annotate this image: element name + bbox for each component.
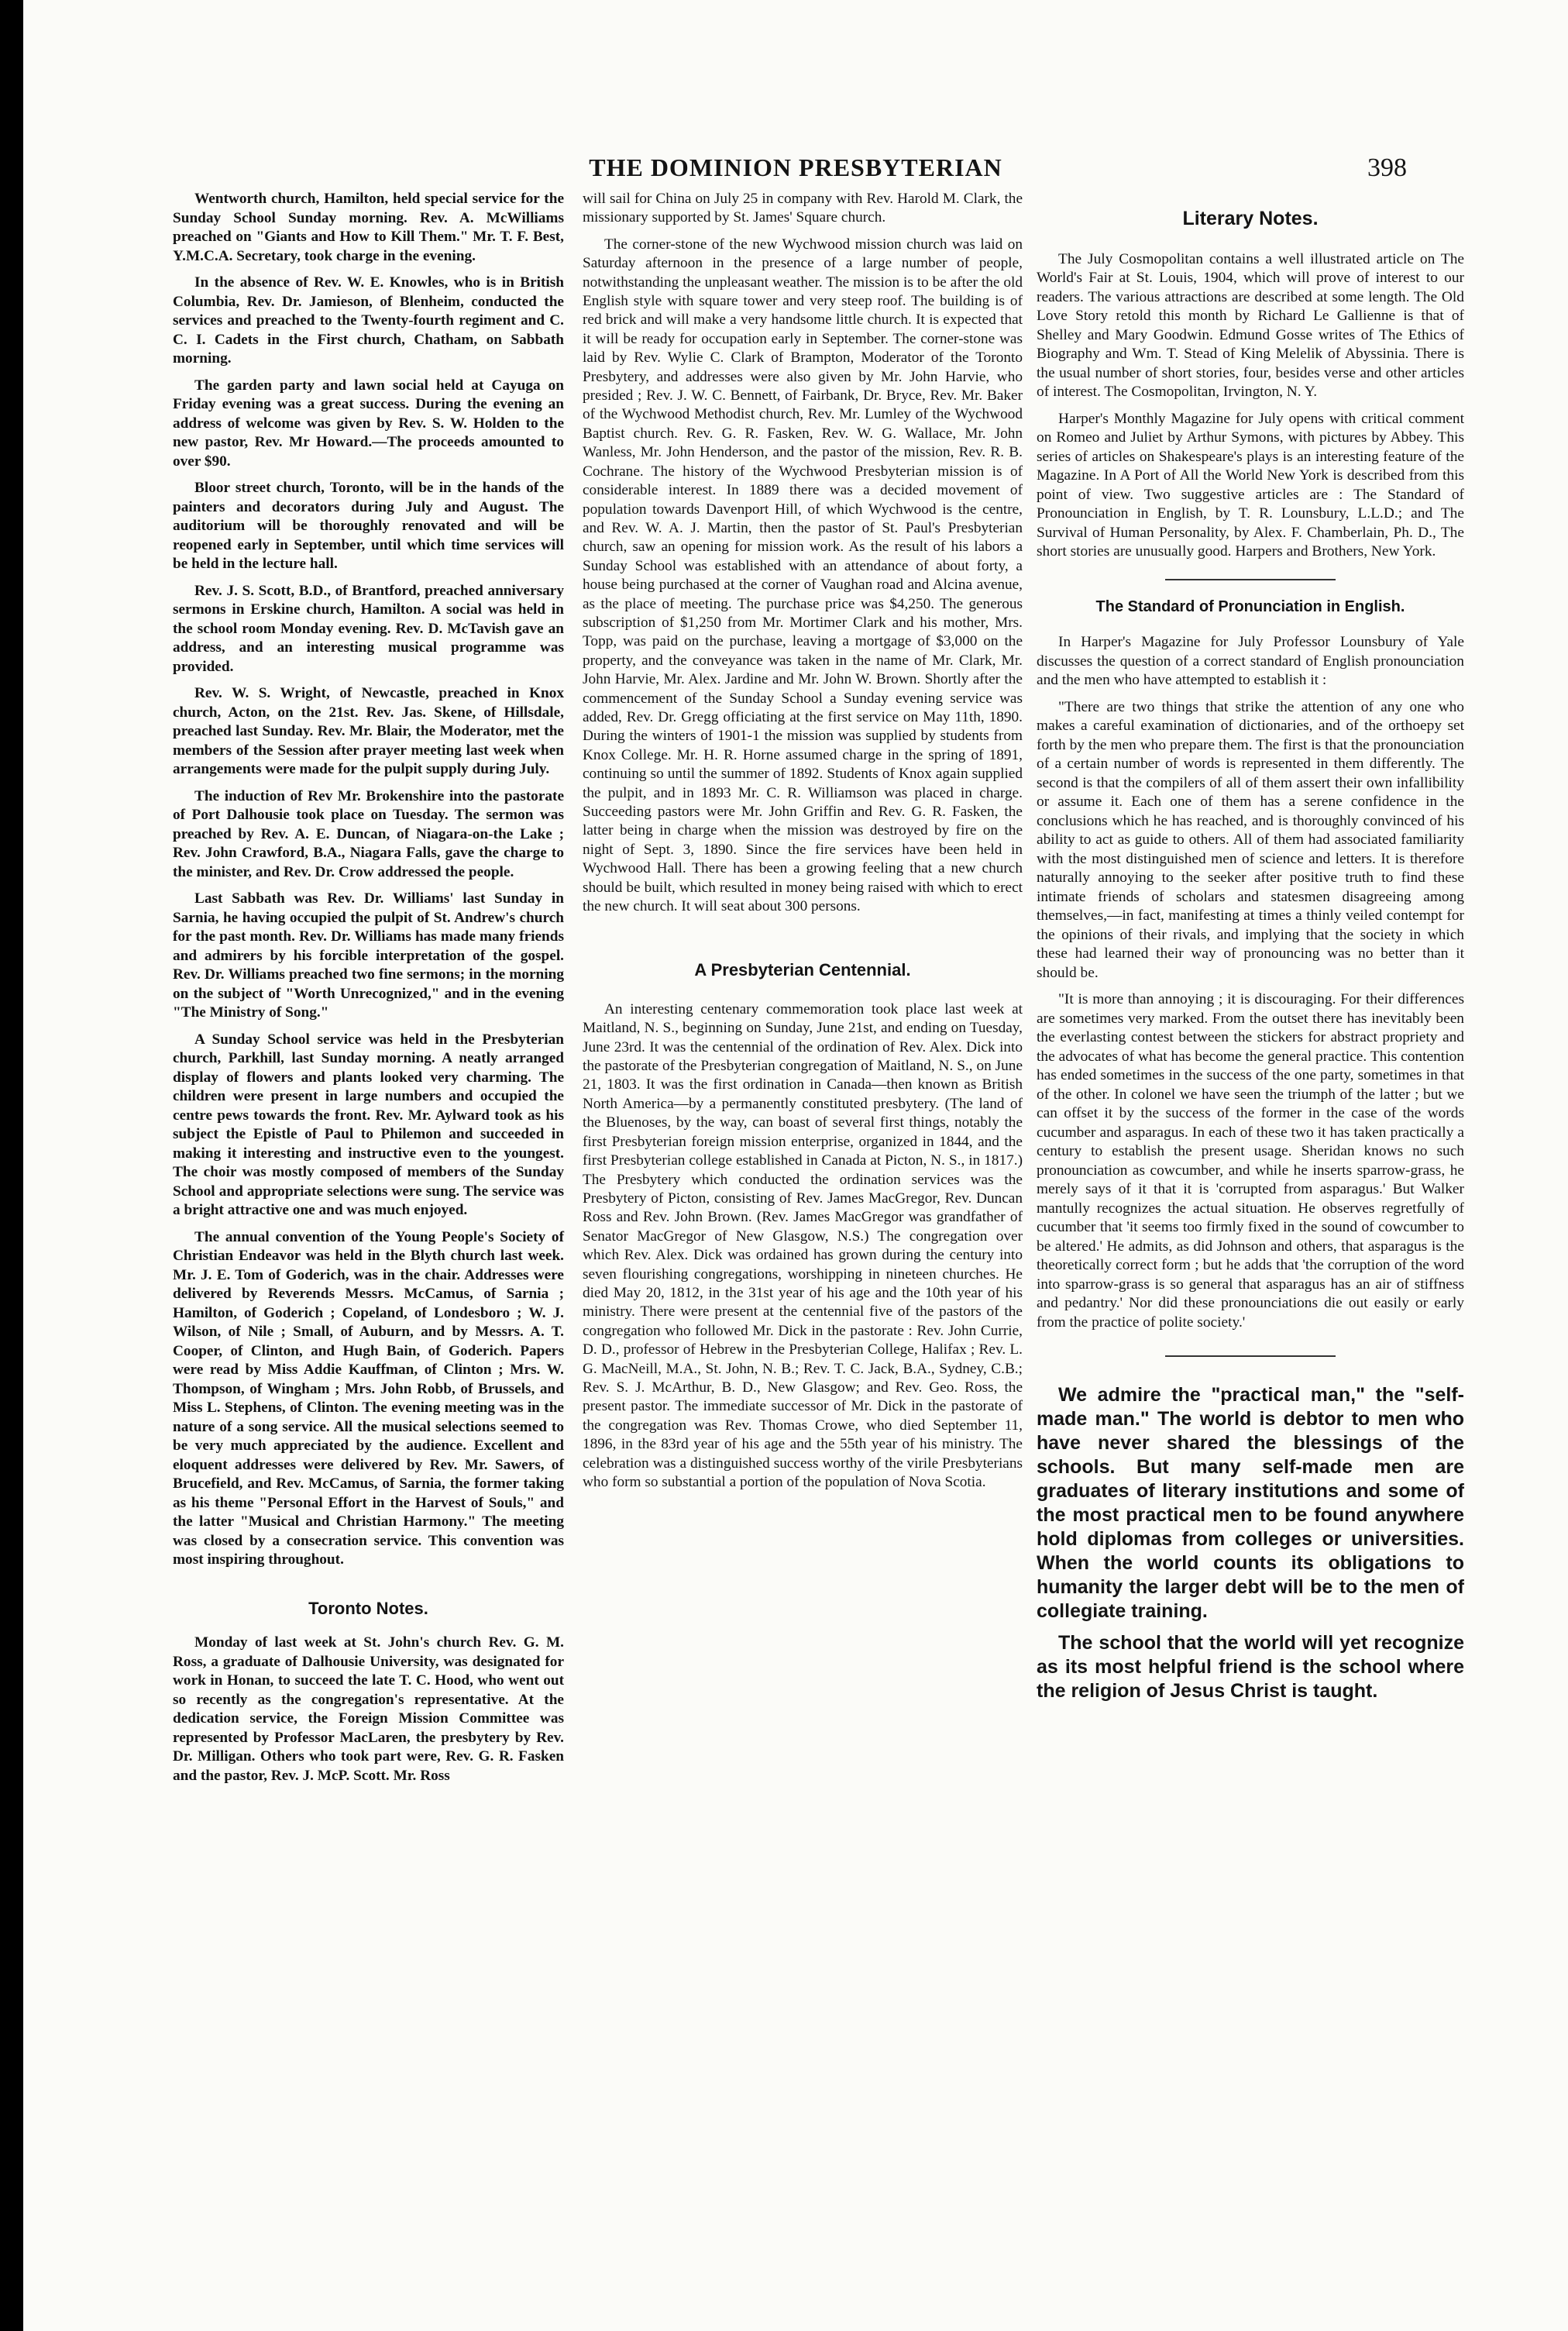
standard-pronunciation-heading: The Standard of Pronunciation in English.	[1095, 597, 1405, 615]
centennial-heading: A Presbyterian Centennial.	[694, 960, 911, 980]
article-paragraph: Last Sabbath was Rev. Dr. Williams' last Sunday in Sarnia, he having occupied the pulpit of St. Andrew's church for the past month. Rev. Dr. Williams has made many friends and admirers by his forcible interpretation of the gospel. Rev. Dr. Williams preached two fine sermons; in the morning on the subject of "Worth Unrecognized," and in the evening "The Ministry of Song."	[173, 890, 564, 1021]
literary-notes-heading: Literary Notes.	[1182, 208, 1319, 229]
column-3	[1037, 200, 1464, 1711]
article-paragraph: "It is more than annoying ; it is discouraging. For their differences are sometimes very marked. From the outset there has inevitably been the everlasting contest between the stickers for abstract propriety and the advocates of what has become the general practice. This contention has ended sometimes in the success of the one party, sometimes in that of the other. In colonel we have seen the triumph of the latter ; but we can offset it by the success of the former in the case of the words cucumber and asparagus. In each of these two it has taken practically a century to establish the present usage. Sheridan knows no such pronounciation as cowcumber, and while he inserts sparrow-grass, he merely says of it that it is 'corrupted from asparagus.' But Walker mantully recognizes the actual situation. He observes regretfully of cucumber that 'it seems too firmly fixed in the sound of cowcumber to be altered.' He admits, as did Johnson and others, that asparagus is the theoretically correct form ; but he adds that 'the corruption of the word into sparrow-grass is so general that asparagus has an air of stiffness and pedantry.' Nor did these pronounciations die out easily or early from the practice of polite society.'	[1037, 991, 1464, 1331]
article-paragraph: The corner-stone of the new Wychwood mission church was laid on Saturday afternoon in the presence of a large number of people, notwithstanding the unpleasant weather. The mission is to be after the old English style with square tower and very steep roof. The building is of red brick and will make a very handsome little church. It is expected that it will be ready for occupation early in September. The corner-stone was laid by Rev. Wylie C. Clark of Brampton, Moderator of the Toronto Presbytery, and addresses were also given by Mr. John Harvie, who presided ; Rev. J. W. C. Bennett, of Fairbank, Dr. Bryce, Rev. Mr. Baker of the Wychwood Methodist church, Rev. Mr. Lumley of the Wychwood Baptist church. Rev. G. R. Fasken, Rev. W. G. Wallace, Mr. John Wanless, Mr. John Henderson, and the pastor of the mission, Rev. R. B. Cochrane. The history of the Wychwood Presbyterian mission is of considerable interest. In 1889 there was a decided movement of population towards Davenport Hill, of which Wychwood is the centre, and Rev. W. A. J. Martin, then the pastor of St. Paul's Presbyterian church, saw an opening for mission work. As the result of his labors a Sunday School was established with an attendance of about forty, a house being purchased at the corner of Vaughan road and Alcina avenue, as the place of meeting. The purchase price was $4,250. The generous subscription of $1,250 from Mr. Mortimer Clark and his mother, Mrs. Topp, was paid on the purchase, leaving a mortgage of $3,000 on the property, and the conveyance was taken in the name of Mr. Clark, Mr. John Harvie, Mr. Alex. Jardine and Mr. John W. Brown. Shortly after the commencement of the Sunday School a Sunday evening service was added, Rev. Dr. Gregg officiating at the first service on May 11th, 1890. During the winters of 1901-1 the mission was supplied by students from Knox College. Mr. H. R. Horne assumed charge in the spring of 1891, continuing so until the summer of 1892. Students of Knox again supplied the pulpit, and in 1893 Mr. C. R. Williamson was placed in charge. Succeeding pastors were Mr. John Griffin and Rev. G. R. Fasken, the latter being in charge when the mission was destroyed by fire on the night of Sept. 3, 1890. Since the fire services have been held in Wychwood Hall. There has been a growing feeling that a new church should be built, which resulted in money being raised with which to erect the new church. It will seat about 300 persons.	[583, 236, 1023, 915]
article-paragraph: The garden party and lawn social held at Cayuga on Friday evening was a great success. During the evening an address of welcome was given by Rev. S. W. Holden to the new pastor, Rev. Mr Howard.—The proceeds amounted to over $90.	[173, 377, 564, 470]
article-paragraph: Bloor street church, Toronto, will be in the hands of the painters and decorators during July and August. The auditorium will be thoroughly renovated and will be reopened early in September, until which time services will be held in the lecture hall.	[173, 480, 564, 572]
article-paragraph: The induction of Rev Mr. Brokenshire into the pastorate of Port Dalhousie took place on Tuesday. The sermon was preached by Rev. A. E. Duncan, of Niagara-on-the Lake ; Rev. John Crawford, B.A., Niagara Falls, gave the charge to the minister, and Rev. Dr. Crow addressed the people.	[173, 787, 564, 880]
article-paragraph: Monday of last week at St. John's church Rev. G. M. Ross, a graduate of Dalhousie University, was designated for work in Honan, to succeed the late T. C. Hood, who went out so recently as the congregation's representative. At the dedication service, the Foreign Mission Committee was represented by Professor MacLaren, the presbytery by Rev. Dr. Milligan. Others who took part were, Rev. G. R. Fasken and the pastor, Rev. J. McP. Scott. Mr. Ross	[173, 1634, 564, 1784]
toronto-notes-heading: Toronto Notes.	[308, 1598, 428, 1618]
article-paragraph: Rev. W. S. Wright, of Newcastle, preached in Knox church, Acton, on the 21st. Rev. Jas. Skene, of Hillsdale, preached last Sunday. Rev. Mr. Blair, the Moderator, met the members of the Session after prayer meeting last week when arrangements were made for the pulpit supply during July.	[173, 685, 564, 777]
section-divider	[1165, 579, 1336, 580]
article-paragraph: Rev. J. S. Scott, B.D., of Brantford, preached anniversary sermons in Erskine church, Hamilton. A social was held in the school room Monday evening. Rev. D. McTavish gave an address, and an interesting musical programme was provided.	[173, 582, 564, 675]
article-paragraph: will sail for China on July 25 in company with Rev. Harold M. Clark, the missionary supported by St. James' Square church.	[583, 191, 1023, 226]
article-paragraph: In Harper's Magazine for July Professor Lounsbury of Yale discusses the question of a correct standard of English pronounciation and the men who have attempted to establish it :	[1037, 634, 1464, 688]
article-paragraph: Harper's Monthly Magazine for July opens with critical comment on Romeo and Juliet by Arthur Symons, with pictures by Abbey. This series of articles on Shakespeare's plays is an interesting feature of the Magazine. In A Port of All the World New York is described from this point of view. Two suggestive articles are : The Standard of Pronounciation in English, by T. R. Lounsbury, L.L.D.; and The Survival of Human Personality, by Alex. F. Chamberlain, Ph. D., The short stories are unusually good. Harpers and Brothers, New York.	[1037, 410, 1464, 560]
article-paragraph: "There are two things that strike the attention of any one who makes a careful examination of dictionaries, and of the orthoepy set forth by the men who prepare them. The first is that the pronounciation of a certain number of words is represented in them differently. The second is that the compilers of all of them assert their own infallibility or assume it. Each one of them has a serene confidence in the conclusions which he has reached, and is thoroughly convinced of his ability to act as guide to others. All of them had associated familiarity with the most distinguished men of science and letters. It is therefore naturally annoying to the seeker after positive truth to find these intimate friends of scholars and statesmen disagreeing among themselves,—in fact, manifesting at times a thinly veiled contempt for the opinions of their rivals, and implying that the society in which these had learned their way of pronouncing was no better than it should be.	[1037, 698, 1464, 981]
section-divider	[1165, 1355, 1336, 1357]
column-2	[583, 190, 1023, 1499]
closing-editorial	[1037, 1383, 1464, 1703]
article-paragraph: A Sunday School service was held in the Presbyterian church, Parkhill, last Sunday morning. A neatly arranged display of flowers and plants looked very charming. The children were present in large numbers and occupied the centre pews towards the front. Rev. Mr. Aylward took as his subject the Epistle of Paul to Philemon and succeeded in making it interesting and instructive even to the youngest. The choir was mostly composed of members of the Sunday School and appropriate selections were sung. The service was a bright attractive one and was much enjoyed.	[173, 1031, 564, 1218]
article-paragraph: The annual convention of the Young People's Society of Christian Endeavor was held in the Blyth church last week. Mr. J. E. Tom of Goderich, was in the chair. Addresses were delivered by Reverends Messrs. McCamus, of Sarnia ; Hamilton, of Goderich ; Copeland, of Londesboro ; W. J. Wilson, of Nile ; Small, of Auburn, and by Messrs. A. T. Cooper, of Clinton, and Hugh Bain, of Goderich. Papers were read by Miss Addie Kauffman, of Clinton ; Mrs. W. Thompson, of Wingham ; Mrs. John Robb, of Brussels, and Miss L. Stephens, of Clinton. The evening meeting was in the nature of a song service. All the musical selections seemed to be very much appreciated by the audience. Excellent and eloquent addresses were delivered by Rev. Mr. Sawers, of Brucefield, and Rev. McCamus, of Sarnia, the former taking as his theme "Personal Effort in the Harvest of Souls," and the latter "Musical and Christian Harmony." The meeting was closed by a consecration service. This convention was most inspiring throughout.	[173, 1228, 564, 1568]
article-paragraph: The July Cosmopolitan contains a well illustrated article on The World's Fair at St. Louis, 1904, which will prove of interest to our readers. The various attractions are described at some length. The Old Love Story retold this month by Richard Le Gallienne is that of Shelley and Mary Goodwin. Edmund Gosse writes of The Ethics of Biography and Wm. T. Stead of King Melelik of Abyssinia. There is the usual number of short stories, four, besides verse and other articles of interest. The Cosmopolitan, Irvington, N. Y.	[1037, 250, 1464, 400]
newspaper-page	[23, 0, 1568, 2331]
editorial-paragraph: We admire the "practical man," the "self-made man." The world is debtor to men who have never shared the blessings of the schools. But many self-made men are graduates of literary institutions and some of the most practical men to be found anywhere hold diplomas from colleges or universities. When the world counts its obligations to humanity the larger debt will be to the men of collegiate training.	[1037, 1384, 1464, 1622]
page-number: 398	[1367, 153, 1407, 182]
editorial-paragraph: The school that the world will yet recognize as its most helpful friend is the school where the religion of Jesus Christ is taught.	[1037, 1632, 1464, 1702]
column-1	[173, 190, 564, 1793]
article-paragraph: Wentworth church, Hamilton, held special service for the Sunday School Sunday morning. Rev. A. McWilliams preached on "Giants and How to Kill Them." Mr. T. F. Best, Y.M.C.A. Secretary, took charge in the evening.	[173, 191, 564, 264]
masthead: THE DOMINION PRESBYTERIAN	[589, 153, 1002, 181]
article-paragraph: An interesting centenary commemoration took place last week at Maitland, N. S., beginning on Sunday, June 21st, and ending on Tuesday, June 23rd. It was the centennial of the ordination of Rev. Alex. Dick into the pastorate of the Presbyterian congregation of Maitland, N. S., on June 21, 1803. It was the first ordination in Canada—then known as British North America—by a permanently constituted presbytery. (The land of the Bluenoses, by the way, can boast of several first things, notably the first Presbyterian foreign mission enterprise, organized in 1844, and the first Presbyterian college established in Canada at Picton, N. S., in 1817.) The Presbytery which conducted the ordination services was the Presbytery of Picton, consisting of Rev. James MacGregor, Rev. Duncan Ross and Rev. John Brown. (Rev. James MacGregor was grandfather of Senator MacGregor of New Glasgow, N.S.) The congregation over which Rev. Alex. Dick was ordained has grown during the century into seven flourishing congregations, worshipping in nineteen churches. He died May 20, 1812, in the 31st year of his age and the 10th year of his ministry. There were present at the centennial five of the pastors of the congregation who followed Mr. Dick in the pastorate : Rev. John Currie, D. D., professor of Hebrew in the Presbyterian College, Halifax ; Rev. L. G. MacNeill, M.A., St. John, N. B.; Rev. T. C. Jack, B.A., Sydney, C.B.; Rev. S. J. McArthur, B. D., New Glasgow; and Rev. Geo. Ross, the present pastor. The immediate successor of Mr. Dick in the pastorate of the congregation was Rev. Thomas Crowe, who died September 11, 1896, in the 83rd year of his age and the 55th year of his ministry. The celebration was a distinguished success worthy of the virile Presbyterians who form so substantial a portion of the population of Nova Scotia.	[583, 1000, 1023, 1490]
article-paragraph: In the absence of Rev. W. E. Knowles, who is in British Columbia, Rev. Dr. Jamieson, of Blenheim, conducted the services and preached to the Twenty-fourth regiment and C. C. I. Cadets in the First church, Chatham, on Sabbath morning.	[173, 274, 564, 367]
